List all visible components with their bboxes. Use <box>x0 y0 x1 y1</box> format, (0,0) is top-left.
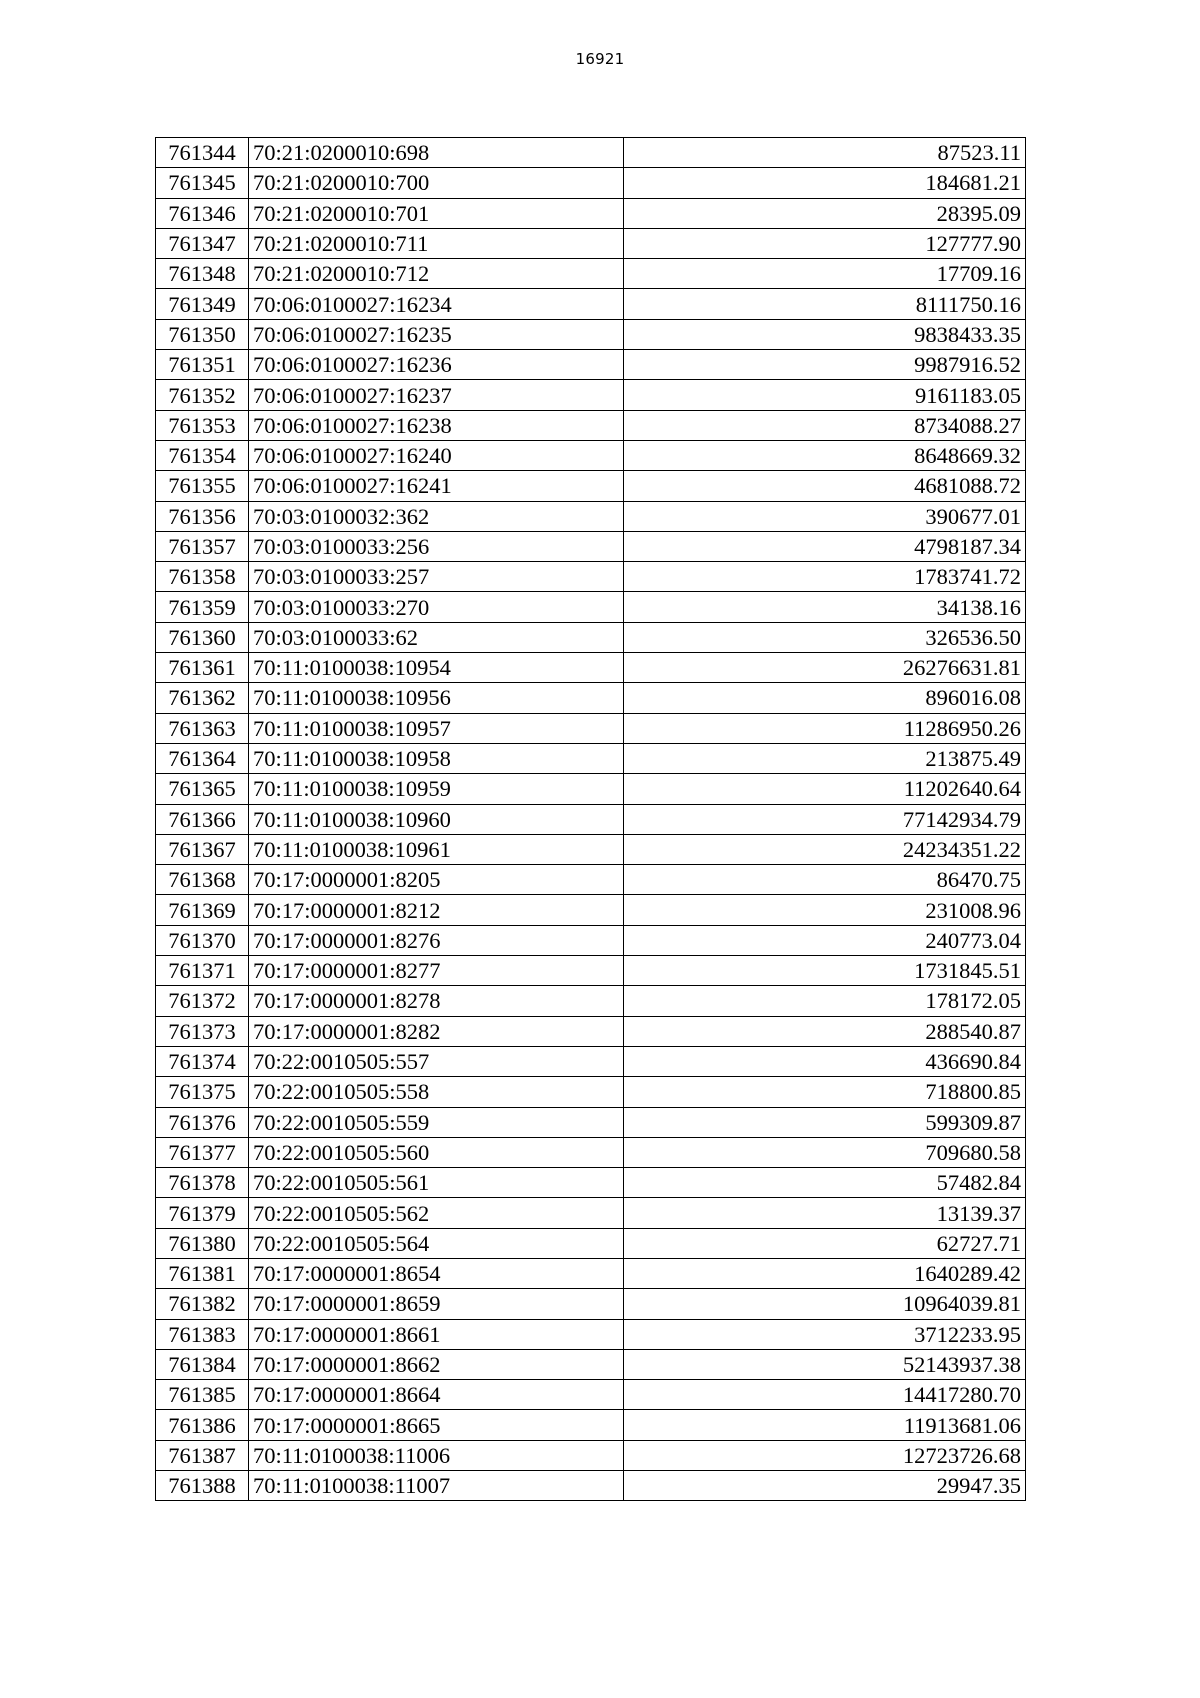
cadastral-value-cell: 213875.49 <box>624 743 1026 773</box>
cadastral-value-cell: 29947.35 <box>624 1471 1026 1501</box>
row-number-cell: 761371 <box>156 956 249 986</box>
row-number-cell: 761386 <box>156 1410 249 1440</box>
table-row <box>156 1137 1026 1167</box>
table-row <box>156 895 1026 925</box>
table-row <box>156 1228 1026 1258</box>
row-number-cell: 761369 <box>156 895 249 925</box>
table-row <box>156 1471 1026 1501</box>
cadastral-number-cell: 70:03:0100033:257 <box>249 562 624 592</box>
cadastral-value-cell: 17709.16 <box>624 259 1026 289</box>
cadastral-number-cell: 70:06:0100027:16235 <box>249 319 624 349</box>
cadastral-number-cell: 70:03:0100032:362 <box>249 501 624 531</box>
cadastral-number-cell: 70:06:0100027:16238 <box>249 410 624 440</box>
cadastral-value-cell: 86470.75 <box>624 865 1026 895</box>
table-row <box>156 956 1026 986</box>
cadastral-value-cell: 896016.08 <box>624 683 1026 713</box>
cadastral-number-cell: 70:21:0200010:711 <box>249 228 624 258</box>
cadastral-number-cell: 70:17:0000001:8205 <box>249 865 624 895</box>
table-row <box>156 562 1026 592</box>
table-row <box>156 531 1026 561</box>
table-row <box>156 622 1026 652</box>
cadastral-value-cell: 26276631.81 <box>624 653 1026 683</box>
row-number-cell: 761380 <box>156 1228 249 1258</box>
cadastral-value-cell: 77142934.79 <box>624 804 1026 834</box>
table-row <box>156 228 1026 258</box>
row-number-cell: 761377 <box>156 1137 249 1167</box>
row-number-cell: 761379 <box>156 1198 249 1228</box>
row-number-cell: 761357 <box>156 531 249 561</box>
cadastral-value-cell: 87523.11 <box>624 138 1026 168</box>
cadastral-number-cell: 70:17:0000001:8662 <box>249 1349 624 1379</box>
cadastral-value-cell: 1640289.42 <box>624 1258 1026 1288</box>
cadastral-number-cell: 70:11:0100038:10961 <box>249 834 624 864</box>
row-number-cell: 761353 <box>156 410 249 440</box>
cadastral-number-cell: 70:03:0100033:270 <box>249 592 624 622</box>
cadastral-number-cell: 70:06:0100027:16234 <box>249 289 624 319</box>
row-number-cell: 761372 <box>156 986 249 1016</box>
table-row <box>156 1319 1026 1349</box>
cadastral-value-cell: 326536.50 <box>624 622 1026 652</box>
cadastral-value-cell: 599309.87 <box>624 1107 1026 1137</box>
table-row <box>156 138 1026 168</box>
cadastral-value-cell: 231008.96 <box>624 895 1026 925</box>
cadastral-value-cell: 28395.09 <box>624 198 1026 228</box>
row-number-cell: 761356 <box>156 501 249 531</box>
table-row <box>156 198 1026 228</box>
cadastral-value-cell: 288540.87 <box>624 1016 1026 1046</box>
row-number-cell: 761361 <box>156 653 249 683</box>
row-number-cell: 761346 <box>156 198 249 228</box>
cadastral-number-cell: 70:06:0100027:16240 <box>249 440 624 470</box>
cadastral-number-cell: 70:17:0000001:8277 <box>249 956 624 986</box>
row-number-cell: 761382 <box>156 1289 249 1319</box>
cadastral-value-cell: 8734088.27 <box>624 410 1026 440</box>
cadastral-value-cell: 8111750.16 <box>624 289 1026 319</box>
table-row <box>156 1016 1026 1046</box>
table-row <box>156 743 1026 773</box>
table-row <box>156 289 1026 319</box>
cadastral-number-cell: 70:06:0100027:16241 <box>249 471 624 501</box>
table-row <box>156 865 1026 895</box>
table-row <box>156 319 1026 349</box>
row-number-cell: 761368 <box>156 865 249 895</box>
cadastral-number-cell: 70:11:0100038:10958 <box>249 743 624 773</box>
cadastral-value-cell: 13139.37 <box>624 1198 1026 1228</box>
table-row <box>156 1289 1026 1319</box>
table-row <box>156 1198 1026 1228</box>
cadastral-number-cell: 70:17:0000001:8665 <box>249 1410 624 1440</box>
cadastral-number-cell: 70:17:0000001:8276 <box>249 925 624 955</box>
cadastral-number-cell: 70:22:0010505:561 <box>249 1168 624 1198</box>
row-number-cell: 761344 <box>156 138 249 168</box>
cadastral-number-cell: 70:22:0010505:557 <box>249 1046 624 1076</box>
table-row <box>156 1107 1026 1137</box>
table-row <box>156 804 1026 834</box>
table-row <box>156 410 1026 440</box>
cadastral-number-cell: 70:11:0100038:10957 <box>249 713 624 743</box>
row-number-cell: 761384 <box>156 1349 249 1379</box>
cadastral-value-cell: 9987916.52 <box>624 350 1026 380</box>
table-row <box>156 1380 1026 1410</box>
cadastral-value-cell: 62727.71 <box>624 1228 1026 1258</box>
cadastral-number-cell: 70:17:0000001:8282 <box>249 1016 624 1046</box>
cadastral-value-cell: 718800.85 <box>624 1077 1026 1107</box>
cadastral-value-cell: 1731845.51 <box>624 956 1026 986</box>
cadastral-number-cell: 70:17:0000001:8278 <box>249 986 624 1016</box>
row-number-cell: 761348 <box>156 259 249 289</box>
table-row <box>156 168 1026 198</box>
row-number-cell: 761378 <box>156 1168 249 1198</box>
row-number-cell: 761381 <box>156 1258 249 1288</box>
row-number-cell: 761366 <box>156 804 249 834</box>
row-number-cell: 761345 <box>156 168 249 198</box>
cadastral-number-cell: 70:17:0000001:8661 <box>249 1319 624 1349</box>
table-row <box>156 986 1026 1016</box>
table-row <box>156 1440 1026 1470</box>
row-number-cell: 761374 <box>156 1046 249 1076</box>
cadastral-number-cell: 70:11:0100038:10959 <box>249 774 624 804</box>
cadastral-number-cell: 70:21:0200010:701 <box>249 198 624 228</box>
table-row <box>156 774 1026 804</box>
row-number-cell: 761360 <box>156 622 249 652</box>
row-number-cell: 761367 <box>156 834 249 864</box>
table-row <box>156 1258 1026 1288</box>
table-row <box>156 1077 1026 1107</box>
cadastral-value-cell: 24234351.22 <box>624 834 1026 864</box>
table-row <box>156 501 1026 531</box>
table-row <box>156 592 1026 622</box>
cadastral-value-cell: 34138.16 <box>624 592 1026 622</box>
cadastral-value-cell: 11202640.64 <box>624 774 1026 804</box>
cadastral-number-cell: 70:21:0200010:698 <box>249 138 624 168</box>
row-number-cell: 761365 <box>156 774 249 804</box>
cadastral-number-cell: 70:22:0010505:558 <box>249 1077 624 1107</box>
cadastral-number-cell: 70:22:0010505:559 <box>249 1107 624 1137</box>
cadastral-value-cell: 10964039.81 <box>624 1289 1026 1319</box>
cadastral-value-cell: 1783741.72 <box>624 562 1026 592</box>
cadastral-value-cell: 127777.90 <box>624 228 1026 258</box>
table-row <box>156 471 1026 501</box>
table-row <box>156 440 1026 470</box>
table-body <box>156 138 1026 1501</box>
row-number-cell: 761352 <box>156 380 249 410</box>
cadastral-value-cell: 57482.84 <box>624 1168 1026 1198</box>
cadastral-number-cell: 70:11:0100038:10960 <box>249 804 624 834</box>
row-number-cell: 761351 <box>156 350 249 380</box>
cadastral-number-cell: 70:22:0010505:560 <box>249 1137 624 1167</box>
table-row <box>156 380 1026 410</box>
cadastral-number-cell: 70:03:0100033:62 <box>249 622 624 652</box>
cadastral-value-cell: 11286950.26 <box>624 713 1026 743</box>
cadastral-value-cell: 3712233.95 <box>624 1319 1026 1349</box>
row-number-cell: 761373 <box>156 1016 249 1046</box>
cadastral-value-cell: 4681088.72 <box>624 471 1026 501</box>
cadastral-value-table <box>155 137 1026 1501</box>
table-row <box>156 350 1026 380</box>
cadastral-number-cell: 70:03:0100033:256 <box>249 531 624 561</box>
row-number-cell: 761358 <box>156 562 249 592</box>
cadastral-number-cell: 70:17:0000001:8659 <box>249 1289 624 1319</box>
row-number-cell: 761383 <box>156 1319 249 1349</box>
table-row <box>156 653 1026 683</box>
cadastral-number-cell: 70:17:0000001:8654 <box>249 1258 624 1288</box>
cadastral-value-cell: 709680.58 <box>624 1137 1026 1167</box>
row-number-cell: 761385 <box>156 1380 249 1410</box>
cadastral-value-cell: 52143937.38 <box>624 1349 1026 1379</box>
cadastral-value-cell: 184681.21 <box>624 168 1026 198</box>
row-number-cell: 761347 <box>156 228 249 258</box>
table-row <box>156 713 1026 743</box>
table-row <box>156 1046 1026 1076</box>
cadastral-number-cell: 70:11:0100038:11006 <box>249 1440 624 1470</box>
row-number-cell: 761354 <box>156 440 249 470</box>
row-number-cell: 761362 <box>156 683 249 713</box>
row-number-cell: 761387 <box>156 1440 249 1470</box>
row-number-cell: 761349 <box>156 289 249 319</box>
cadastral-value-cell: 11913681.06 <box>624 1410 1026 1440</box>
cadastral-value-cell: 9161183.05 <box>624 380 1026 410</box>
row-number-cell: 761363 <box>156 713 249 743</box>
cadastral-value-cell: 12723726.68 <box>624 1440 1026 1470</box>
cadastral-number-cell: 70:22:0010505:562 <box>249 1198 624 1228</box>
table-row <box>156 683 1026 713</box>
table-row <box>156 1349 1026 1379</box>
row-number-cell: 761355 <box>156 471 249 501</box>
cadastral-number-cell: 70:11:0100038:10956 <box>249 683 624 713</box>
table-row <box>156 1168 1026 1198</box>
cadastral-number-cell: 70:17:0000001:8212 <box>249 895 624 925</box>
cadastral-number-cell: 70:06:0100027:16237 <box>249 380 624 410</box>
cadastral-number-cell: 70:11:0100038:10954 <box>249 653 624 683</box>
row-number-cell: 761359 <box>156 592 249 622</box>
row-number-cell: 761376 <box>156 1107 249 1137</box>
cadastral-number-cell: 70:06:0100027:16236 <box>249 350 624 380</box>
cadastral-value-cell: 14417280.70 <box>624 1380 1026 1410</box>
row-number-cell: 761388 <box>156 1471 249 1501</box>
table-row <box>156 925 1026 955</box>
cadastral-value-cell: 4798187.34 <box>624 531 1026 561</box>
cadastral-number-cell: 70:21:0200010:700 <box>249 168 624 198</box>
table-row <box>156 259 1026 289</box>
row-number-cell: 761364 <box>156 743 249 773</box>
row-number-cell: 761370 <box>156 925 249 955</box>
table-row <box>156 1410 1026 1440</box>
table-row <box>156 834 1026 864</box>
cadastral-number-cell: 70:11:0100038:11007 <box>249 1471 624 1501</box>
page-number: 16921 <box>575 50 625 68</box>
cadastral-value-cell: 8648669.32 <box>624 440 1026 470</box>
row-number-cell: 761375 <box>156 1077 249 1107</box>
cadastral-number-cell: 70:22:0010505:564 <box>249 1228 624 1258</box>
cadastral-value-cell: 390677.01 <box>624 501 1026 531</box>
cadastral-value-cell: 436690.84 <box>624 1046 1026 1076</box>
cadastral-value-cell: 178172.05 <box>624 986 1026 1016</box>
cadastral-number-cell: 70:21:0200010:712 <box>249 259 624 289</box>
row-number-cell: 761350 <box>156 319 249 349</box>
cadastral-value-cell: 240773.04 <box>624 925 1026 955</box>
cadastral-number-cell: 70:17:0000001:8664 <box>249 1380 624 1410</box>
cadastral-value-cell: 9838433.35 <box>624 319 1026 349</box>
